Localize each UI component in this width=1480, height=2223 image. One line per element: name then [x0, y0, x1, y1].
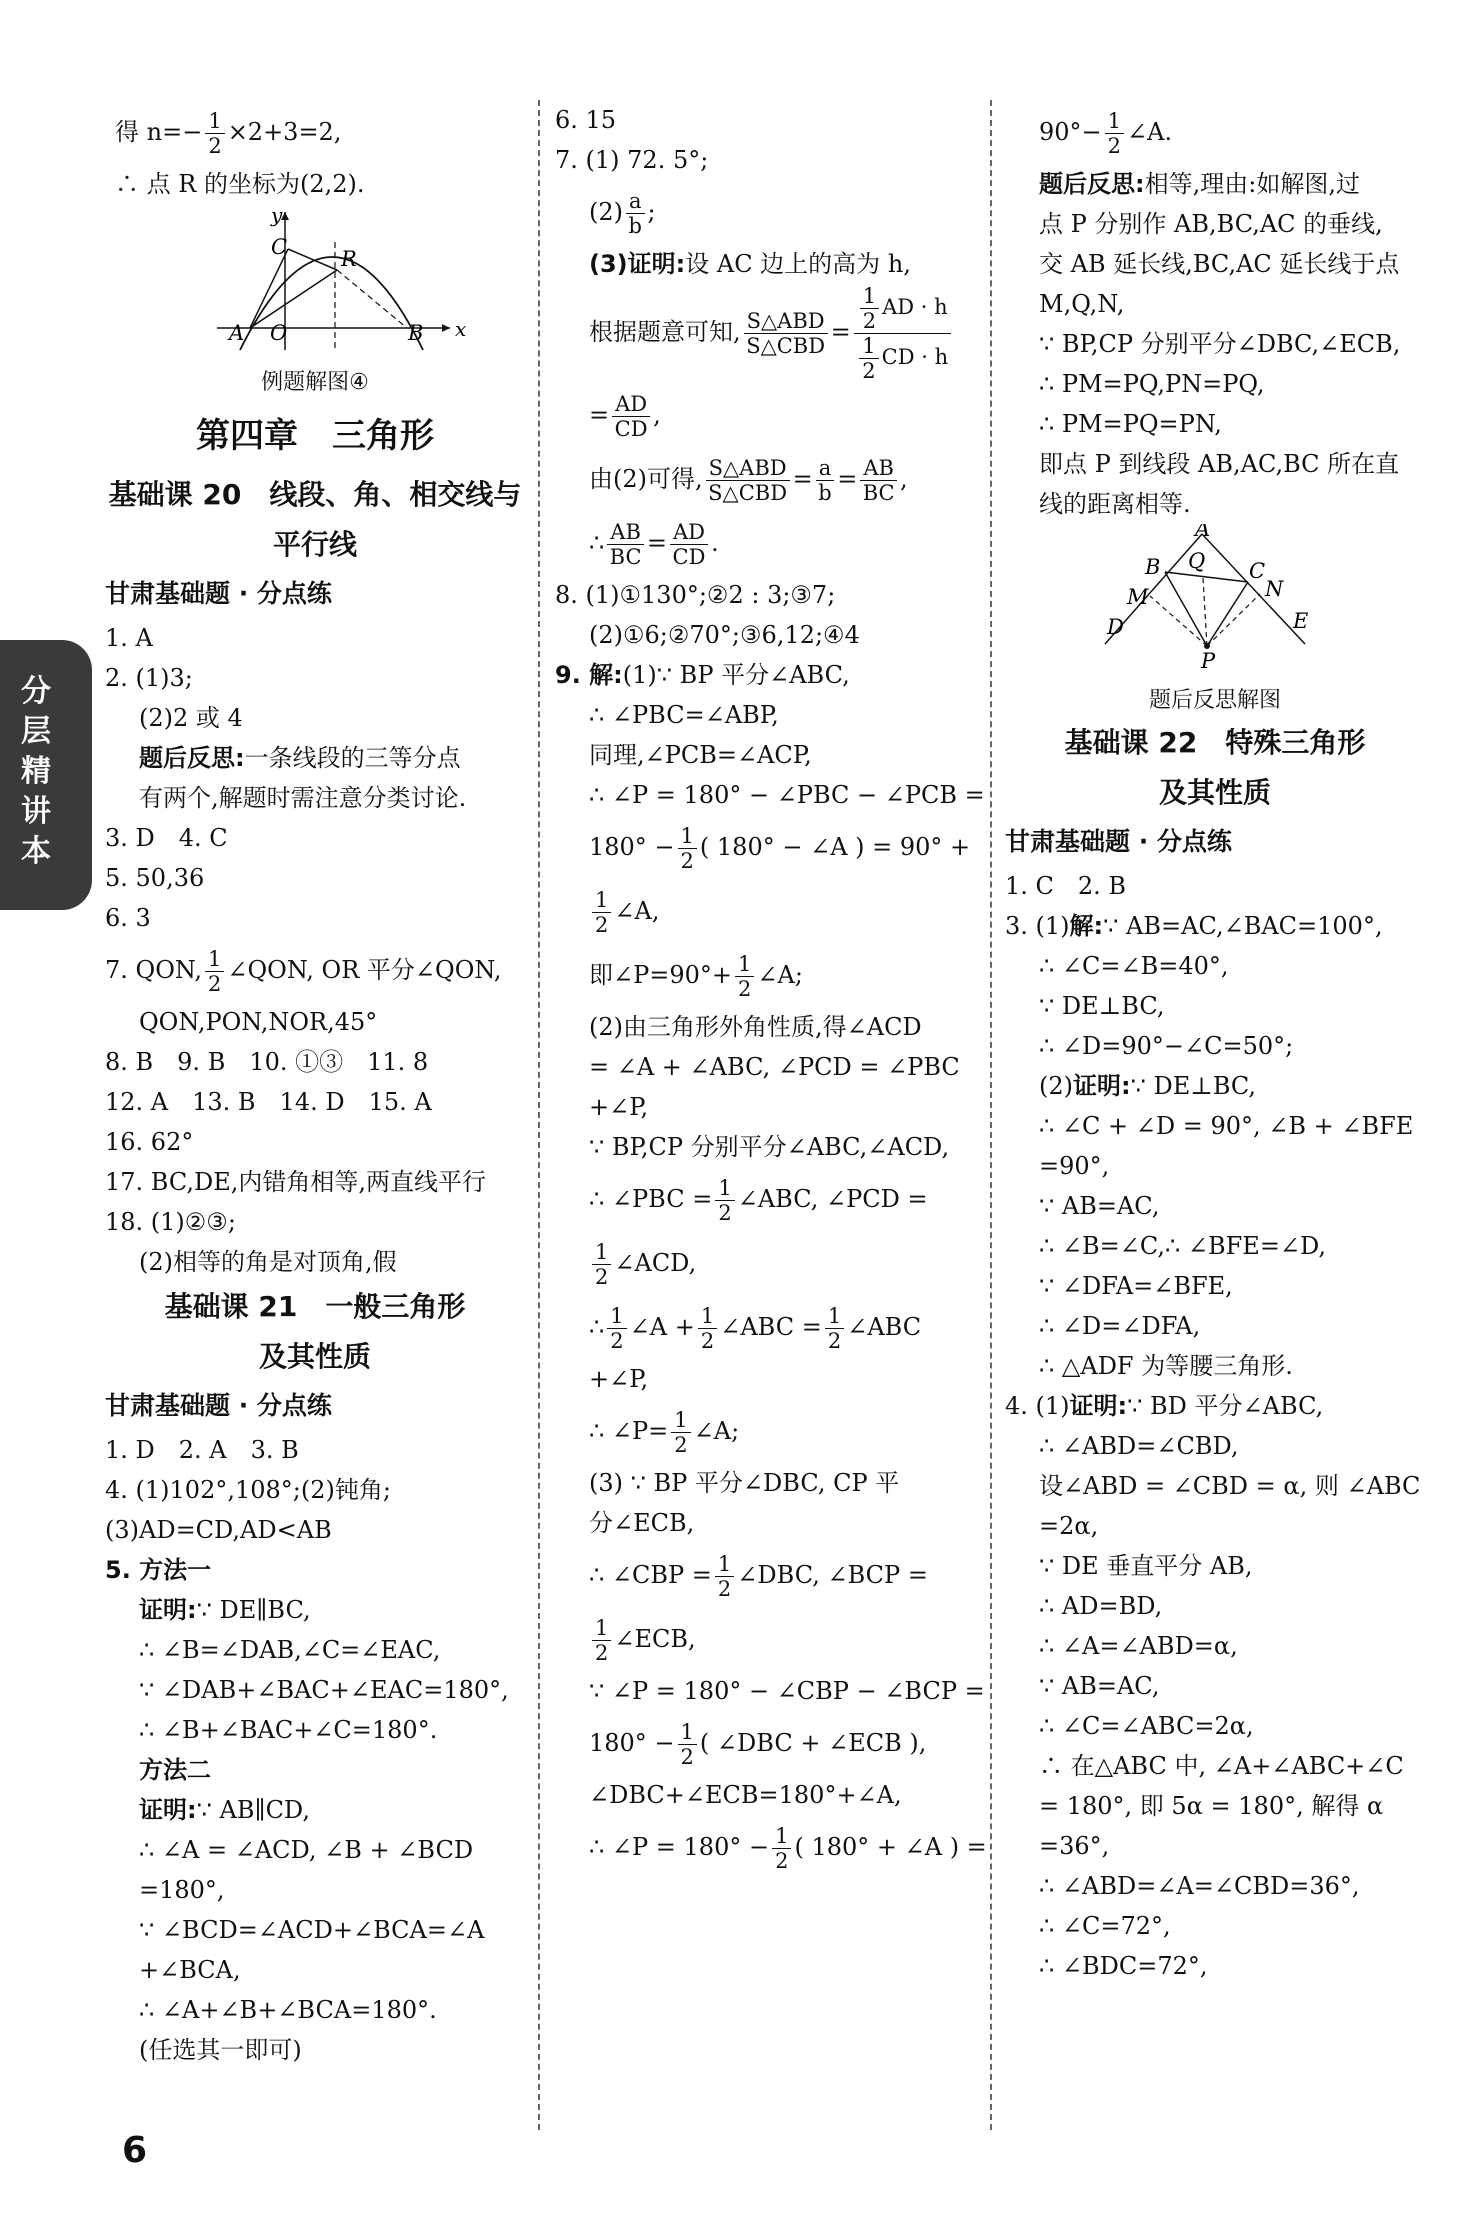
answer-line: ∵ ∠BCD=∠ACD+∠BCA=∠A — [139, 1916, 485, 1944]
answer-line: ∵ ∠P = 180° − ∠CBP − ∠BCP = — [589, 1677, 985, 1705]
answer-line: ∴ ∠PBC=∠ABP, — [589, 701, 779, 729]
answer-line: +∠P, — [589, 1365, 649, 1393]
answer-line: ∴ ∠D=∠DFA, — [1039, 1312, 1201, 1340]
answer-line: 有两个,解题时需注意分类讨论. — [139, 784, 467, 812]
answer-line: ∴ ∠PBC = $\frac{1}{2}$ ∠ABC, ∠PCD = — [589, 1176, 928, 1225]
answer-line: ∵ AB=AC, — [1039, 1192, 1160, 1220]
answer-line: 1. A — [105, 624, 153, 652]
answer-line: (3)AD=CD,AD<AB — [105, 1516, 332, 1544]
triangle-figure — [1005, 524, 1425, 672]
answer-line: (3) ∵ BP 平分∠DBC, CP 平 — [589, 1469, 900, 1497]
answer-line: 5. 方法一 — [105, 1556, 212, 1584]
answer-line: ∵ ∠DFA=∠BFE, — [1039, 1272, 1233, 1300]
answer-line: ∴ ∠A=∠ABD=α, — [1039, 1632, 1238, 1660]
answer-line: ∴ ∠D=90°−∠C=50°; — [1039, 1032, 1294, 1060]
svg-text:A: A — [1195, 524, 1211, 541]
answer-line: = $\frac{AD}{CD}$ , — [589, 392, 661, 441]
answer-line: 设∠ABD = ∠CBD = α, 则 ∠ABC — [1039, 1472, 1421, 1500]
parabola-figure — [105, 204, 525, 354]
figure-caption: 例题解图④ — [261, 370, 369, 395]
answer-line: 1. D 2. A 3. B — [105, 1436, 299, 1464]
lesson-title: 及其性质 — [258, 1340, 371, 1373]
section-heading: 甘肃基础题 · 分点练 — [105, 1391, 332, 1420]
answer-line: (2)2 或 4 — [139, 704, 243, 732]
svg-text:B: B — [408, 321, 424, 345]
answer-line: 由(2)可得, $\frac{\text{S△ABD}}{\text{S△CBD}}$ = $\frac{a}{b}$ = $\frac{AB}{BC}$ , — [589, 456, 908, 505]
answer-line: (2)①6;②70°;③6,12;④4 — [589, 621, 860, 649]
answer-line: ∴ ∠C=∠B=40°, — [1039, 952, 1229, 980]
answer-line: 16. 62° — [105, 1128, 194, 1156]
answer-line: 分∠ECB, — [589, 1509, 695, 1537]
answer-line: 题后反思:相等,理由:如解图,过 — [1039, 170, 1360, 198]
page-number: 6 — [122, 2130, 148, 2171]
column-divider — [990, 100, 992, 2130]
answer-line: ∴ ∠B+∠BAC+∠C=180°. — [139, 1716, 438, 1744]
side-tab-label: 分层精讲本 — [21, 674, 51, 869]
svg-text:B: B — [1145, 555, 1161, 579]
svg-text:R: R — [341, 247, 357, 271]
svg-text:x: x — [455, 317, 467, 341]
answer-line: = 180°, 即 5α = 180°, 解得 α — [1039, 1792, 1384, 1820]
answer-line: (2)由三角形外角性质,得∠ACD — [589, 1013, 922, 1041]
answer-line: 方法二 — [139, 1756, 211, 1784]
answer-line: =2α, — [1039, 1512, 1099, 1540]
column-3 — [1005, 100, 1425, 1986]
answer-line: ∠DBC+∠ECB=180°+∠A, — [589, 1781, 902, 1809]
svg-text:A: A — [229, 321, 245, 345]
lesson-title: 平行线 — [272, 528, 357, 561]
answer-line: (任选其一即可) — [139, 2036, 302, 2064]
answer-line: 4. (1)102°,108°;(2)钝角; — [105, 1476, 391, 1504]
answer-line: =180°, — [139, 1876, 225, 1904]
answer-line: 4. (1)证明:∵ BD 平分∠ABC, — [1005, 1392, 1324, 1420]
answer-line: $\frac{1}{2}$ ∠A, — [555, 879, 985, 943]
answer-line: 180° − $\frac{1}{2}$ ( 180° − ∠A ) = 90° + — [589, 824, 971, 873]
svg-text:C: C — [271, 235, 288, 259]
answer-line: 9. 解:(1)∵ BP 平分∠ABC, — [555, 661, 850, 689]
answer-line: ∴ ∠ABD=∠CBD, — [1039, 1432, 1239, 1460]
answer-line: 90°− $\frac{1}{2}$ ∠A. — [1039, 109, 1173, 158]
answer-line: 7. (1) 72. 5°; — [555, 146, 709, 174]
answer-line: 交 AB 延长线,BC,AC 延长线于点 — [1039, 250, 1400, 278]
answer-line: (3)证明:设 AC 边上的高为 h, — [589, 250, 911, 278]
answer-line: ∵ BP,CP 分别平分∠DBC,∠ECB, — [1039, 330, 1401, 358]
answer-line: ∴ ∠C=∠ABC=2α, — [1039, 1712, 1254, 1740]
figure-caption: 题后反思解图 — [1148, 688, 1281, 713]
column-divider — [538, 100, 540, 2130]
answer-line: ∴ ∠C + ∠D = 90°, ∠B + ∠BFE — [1039, 1112, 1414, 1140]
answer-line: 3. (1)解:∵ AB=AC,∠BAC=100°, — [1005, 912, 1383, 940]
column-1 — [105, 100, 525, 2070]
answer-line: 同理,∠PCB=∠ACP, — [589, 741, 812, 769]
answer-line: ∴ ∠CBP = $\frac{1}{2}$ ∠DBC, ∠BCP = — [589, 1552, 928, 1601]
answer-line: 3. D 4. C — [105, 824, 228, 852]
answer-line: +∠BCA, — [139, 1956, 241, 1984]
lesson-title: 基础课 21 一般三角形 — [164, 1290, 466, 1323]
answer-line: 2. (1)3; — [105, 664, 193, 692]
answer-line: 6. 15 — [555, 106, 617, 134]
answer-line: 即点 P 到线段 AB,AC,BC 所在直 — [1039, 450, 1400, 478]
answer-line: 题后反思:一条线段的三等分点 — [139, 744, 461, 772]
answer-line: (2)相等的角是对顶角,假 — [139, 1248, 397, 1276]
answer-line: $\frac{1}{2}$ ∠ACD, — [555, 1231, 985, 1295]
lesson-title: 基础课 22 特殊三角形 — [1064, 726, 1366, 759]
lesson-title: 及其性质 — [1158, 776, 1271, 809]
answer-line: ∵ ∠DAB+∠BAC+∠EAC=180°, — [139, 1676, 509, 1704]
answer-line: ∴ AD=BD, — [1039, 1592, 1163, 1620]
answer-line: = ∠A + ∠ABC, ∠PCD = ∠PBC — [589, 1053, 960, 1081]
answer-line: 17. BC,DE,内错角相等,两直线平行 — [105, 1168, 487, 1196]
answer-line: ∴ ∠BDC=72°, — [1039, 1952, 1208, 1980]
text-line: 得 n=− $\frac{1}{2}$ ×2+3=2, — [115, 109, 342, 158]
answer-line: M,Q,N, — [1039, 290, 1125, 318]
lesson-title: 基础课 20 线段、角、相交线与 — [108, 478, 522, 511]
answer-line: ∴ ∠A = ∠ACD, ∠B + ∠BCD — [139, 1836, 474, 1864]
answer-line: ∵ DE 垂直平分 AB, — [1039, 1552, 1253, 1580]
answer-line: ∵ DE⊥BC, — [1039, 992, 1165, 1020]
answer-line: 6. 3 — [105, 904, 151, 932]
svg-text:Q: Q — [1188, 549, 1206, 573]
answer-line: 8. B 9. B 10. ①③ 11. 8 — [105, 1048, 429, 1076]
answer-line: (2) $\frac{a}{b}$ ; — [589, 189, 656, 238]
svg-text:P: P — [1201, 649, 1216, 672]
answer-line: 7. QON, $\frac{1}{2}$ ∠QON, OR 平分∠QON, — [105, 947, 502, 996]
answer-line: ∴ ∠B=∠DAB,∠C=∠EAC, — [139, 1636, 441, 1664]
chapter-title: 第四章 三角形 — [196, 416, 434, 456]
answer-line: 线的距离相等. — [1039, 490, 1191, 518]
svg-text:N: N — [1265, 577, 1284, 601]
svg-text:D: D — [1107, 615, 1124, 639]
answer-line: 根据题意可知, $\frac{\text{S△ABD}}{\text{S△CBD}}$ = $\frac{1}{2}$ AD · h $\frac{1}{2}$ CD · h — [555, 284, 985, 383]
answer-line: 18. (1)②③; — [105, 1208, 236, 1236]
answer-line: ∴ PM=PQ,PN=PQ, — [1039, 370, 1265, 398]
answer-line: 5. 50,36 — [105, 864, 205, 892]
section-heading: 甘肃基础题 · 分点练 — [105, 579, 332, 608]
answer-line: 证明:∵ AB∥CD, — [139, 1796, 310, 1824]
answer-line: ∴ ∠P = 180° − ∠PBC − ∠PCB = — [589, 781, 985, 809]
answer-line: 8. (1)①130°;②2 : 3;③7; — [555, 581, 836, 609]
answer-line: QON,PON,NOR,45° — [139, 1008, 378, 1036]
answer-line: 证明:∵ DE∥BC, — [139, 1596, 311, 1624]
answer-line: ∴ ∠A+∠B+∠BCA=180°. — [139, 1996, 437, 2024]
answer-line: ∵ AB=AC, — [1039, 1672, 1160, 1700]
answer-line: 12. A 13. B 14. D 15. A — [105, 1088, 432, 1116]
svg-text:y: y — [271, 204, 283, 227]
answer-line: =90°, — [1039, 1152, 1110, 1180]
svg-text:E: E — [1293, 609, 1309, 633]
answer-line: 180° − $\frac{1}{2}$ ( ∠DBC + ∠ECB ), — [589, 1720, 927, 1769]
answer-line: 点 P 分别作 AB,BC,AC 的垂线, — [1039, 210, 1383, 238]
answer-line: ∴ ∠B=∠C,∴ ∠BFE=∠D, — [1039, 1232, 1327, 1260]
answer-line: ∴ 在△ABC 中, ∠A+∠ABC+∠C — [1039, 1752, 1404, 1780]
answer-line: $\frac{1}{2}$ ∠ECB, — [555, 1607, 985, 1671]
svg-text:O: O — [270, 321, 288, 345]
answer-line: ∴ ∠P= $\frac{1}{2}$ ∠A; — [589, 1408, 740, 1457]
answer-line: ∵ BP,CP 分别平分∠ABC,∠ACD, — [589, 1133, 950, 1161]
answer-line: =36°, — [1039, 1832, 1110, 1860]
answer-line: ∴ △ADF 为等腰三角形. — [1039, 1352, 1293, 1380]
answer-line: ∴ $\frac{1}{2}$ ∠A + $\frac{1}{2}$ ∠ABC = $\frac{1}{2}$ ∠ABC — [589, 1304, 922, 1353]
answer-line: ∴ $\frac{AB}{BC}$ = $\frac{AD}{CD}$ . — [589, 520, 719, 569]
answer-line: ∴ ∠C=72°, — [1039, 1912, 1171, 1940]
text-line: ∴ 点 R 的坐标为(2,2). — [115, 170, 365, 198]
column-2 — [555, 100, 985, 1879]
answer-line: +∠P, — [589, 1093, 649, 1121]
svg-text:C: C — [1249, 559, 1266, 583]
section-heading: 甘肃基础题 · 分点练 — [1005, 827, 1232, 856]
answer-line: ∴ ∠ABD=∠A=∠CBD=36°, — [1039, 1872, 1360, 1900]
answer-line: ∴ ∠P = 180° − $\frac{1}{2}$ ( 180° + ∠A ) = — [589, 1824, 987, 1873]
svg-text:M: M — [1127, 585, 1149, 609]
answer-line: 1. C 2. B — [1005, 872, 1127, 900]
answer-line: 即∠P=90°+ $\frac{1}{2}$ ∠A; — [589, 952, 803, 1001]
answer-line: (2)证明:∵ DE⊥BC, — [1039, 1072, 1257, 1100]
answer-line: ∴ PM=PQ=PN, — [1039, 410, 1222, 438]
